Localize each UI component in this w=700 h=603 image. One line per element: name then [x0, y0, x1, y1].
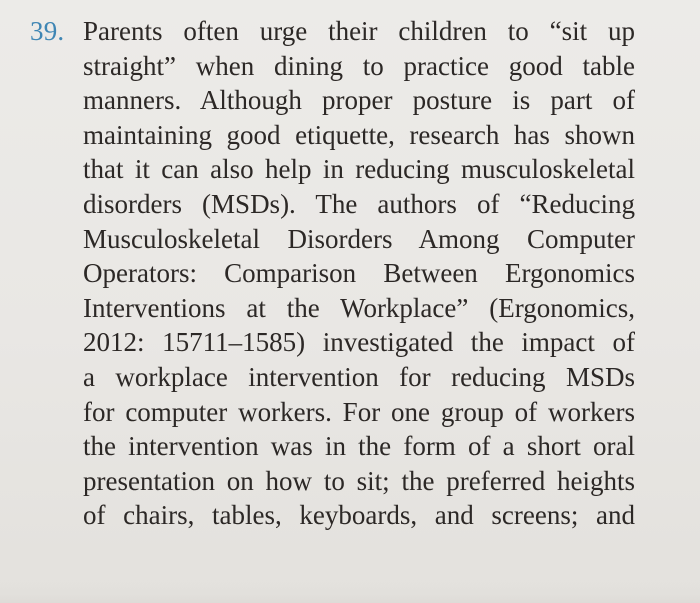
text-line: 2012: 15711–1585) investigated the impact of	[83, 327, 635, 358]
text-line: Musculoskeletal Disorders Among Computer	[83, 223, 635, 254]
problem-number: 39.	[30, 16, 65, 46]
page-bottom-edge	[0, 581, 700, 603]
text-line: straight” when dining to practice good table	[83, 50, 635, 81]
text-line: that it can also help in reducing musculoskeletal	[83, 154, 635, 185]
text-line: for computer workers. For one group of workers	[83, 396, 635, 427]
text-line: manners. Although proper posture is part of	[83, 85, 635, 116]
text-line: Interventions at the Workplace” (Ergonomics,	[83, 292, 635, 323]
text-line: of chairs, tables, keyboards, and screens; and	[83, 500, 635, 531]
text-line: maintaining good etiquette, research has shown	[83, 119, 635, 150]
text-line: disorders (MSDs). The authors of “Reducing	[83, 188, 635, 219]
text-line: Parents often urge their children to “sit up	[83, 16, 635, 46]
problem-text	[83, 14, 635, 533]
text-line: presentation on how to sit; the preferred heights	[83, 465, 635, 496]
text-line: the intervention was in the form of a short oral	[83, 431, 635, 462]
text-line: Operators: Comparison Between Ergonomics	[83, 258, 635, 289]
text-line: a workplace intervention for reducing MSDs	[83, 361, 635, 392]
